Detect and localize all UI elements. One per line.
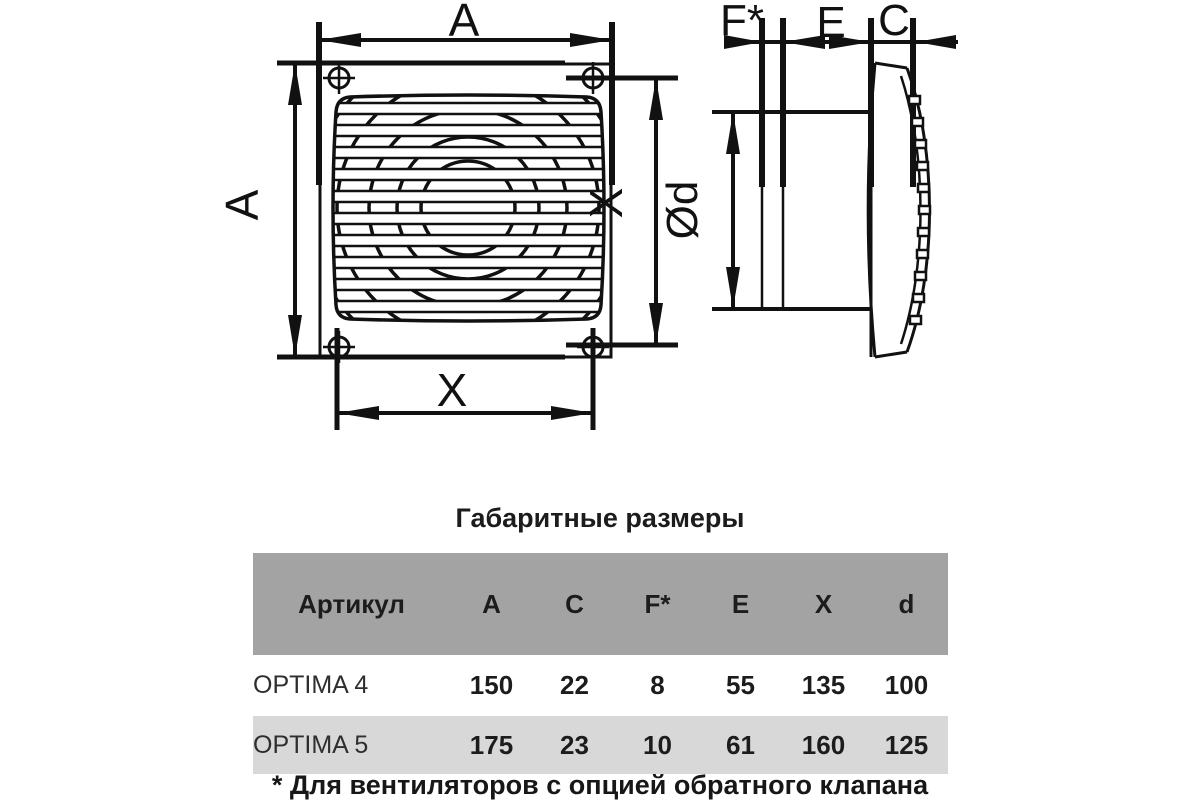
cell-value: 10 (643, 729, 672, 760)
dimensions-table (253, 553, 948, 774)
cell-value: 150 (469, 670, 514, 700)
column-header-x: X (814, 588, 833, 619)
cell-value: 55 (726, 670, 755, 700)
cell-article: OPTIMA 4 (253, 671, 369, 699)
cell-value: 175 (469, 729, 514, 760)
cell-value: 160 (801, 729, 846, 760)
table-header-row (253, 553, 948, 655)
cell-value: 135 (801, 670, 846, 700)
table-row-optima5 (253, 716, 948, 774)
dim-label-x-right: X (580, 187, 632, 219)
table-row-optima4 (253, 655, 948, 716)
dim-d (712, 112, 871, 309)
duct (762, 18, 783, 309)
front-view-drawing (277, 18, 913, 430)
dim-label-f: F* (720, 0, 764, 45)
cell-value: 8 (650, 670, 665, 700)
dim-A-left (288, 63, 302, 357)
cell-value: 100 (884, 670, 929, 700)
dim-label-od: Ød (658, 180, 707, 240)
cell-value: 23 (560, 729, 589, 760)
side-panel (868, 63, 930, 357)
dim-label-c: C (878, 0, 910, 45)
dim-label-a-left: A (216, 189, 268, 221)
column-header-d: d (898, 588, 915, 619)
cell-article: OPTIMA 5 (253, 730, 369, 759)
dim-label-a-top: A (448, 0, 480, 46)
column-header-c: C (565, 588, 584, 619)
footnote: * Для вентиляторов с опцией обратного клапана (271, 770, 929, 800)
dim-label-e: E (816, 0, 846, 47)
dim-label-x-bottom: X (436, 364, 468, 416)
section-title: Габаритные размеры (455, 503, 745, 533)
side-view-drawing (712, 18, 958, 357)
column-header-e: E (731, 588, 750, 619)
column-header-f: F* (644, 588, 671, 619)
cell-value: 61 (726, 729, 755, 760)
column-header-article: Артикул (298, 588, 405, 619)
cell-value: 125 (884, 729, 929, 760)
cell-value: 22 (560, 670, 589, 700)
column-header-a: A (482, 588, 501, 619)
